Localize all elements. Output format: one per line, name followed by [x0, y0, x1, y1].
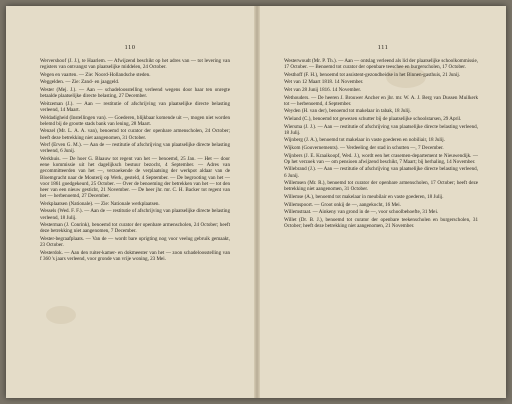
index-entry: Werkhuis. — De hoer G. Blaauw tot regent van het — benoemd, 25 Jan. — Het — door eene kommissie uit het dagelijksch bestuur bezocht, 4 September. — Adres van gecommitteerden van het —, verzoekende de verplaatsing der werkpot aldaar van de Bloemgracht naar de Mouterij op Werk, gesteld, 4 September. — De begrooting van het — voor 1861 goedgekeurd, 25 October. — Over de benoeming der betrekken van het — tot den heer van een nieuw gesticht, 21 November. — De heer jhr. mr. C. H. Backer tot regent van het — herbenoemd, 27 December.: [40, 155, 230, 200]
index-entry: Wester (Mej. J.). — Aan — schadeloosstelling verleend wegens door haar ten onregte betaalde plaatselijke directe belasting, 27 December.: [40, 86, 230, 100]
index-entry: Weldadigheid (Instellingen van). — Goederen, blijkbaar komende uit —, mogen niet worden belemd bij de grootte stads bank van lening, 28 Maart.: [40, 114, 230, 127]
index-entry: Wieland (C.), benoemd tot gewezen schutter bij de plaatselijke schoolstarsen, 29 April.: [284, 115, 462, 122]
index-entry: Westerman (J. Conrink), benoemd tot curator der openbare armenscholen, 24 October; heeft deze betrekking niet aangenomen, 7 December.: [40, 222, 230, 235]
index-entry: Wethouders. — De heeren J. Brouwer Ancher en jhr. mr. W. A. J. Berg van Dussen Muilkerk tot — herbenoemd, 4 September.: [284, 94, 478, 107]
page-number: 110: [124, 44, 136, 51]
index-entry: Westerdok. — Aan den ruiter-kamer- en dokmeester van het — zoon schadeloosstelling van f 360 's jaars verleend, voor gronde van vrije woning, 23 Mei.: [40, 249, 230, 262]
index-entry: Westerwoudt (Mr. P. Th.). — Aan — ontslag verleend als lid der plaatselijke schoolkommissie, 17 October. — Benoemd tot curator der openbare teeschee en burgerscholen, 17 October.: [284, 58, 478, 71]
index-entry: Willemse (A.), benoemd tot makelaar in meubilair en vaste goederen, 18 Julij.: [284, 193, 444, 200]
left-page: [6, 6, 254, 398]
index-entry: Willemspoort. — Groot onkij de —, aangekocht, 16 Mei.: [284, 201, 401, 208]
index-entry: Wessels (Wed. F. F.). — Aan de — restitutie of afschrijving van plaatselijke directe belasting verleend, 18 Julij.: [40, 208, 230, 221]
index-entry: Wet van 12 Maart 1818. 14 November.: [284, 79, 364, 86]
index-entry: Wegen en vaarten. — Zie: Noord-Hollandsche steden.: [40, 71, 151, 78]
index-entry: Werkplaatsen (Nationale). — Zie: Nationale werkplaatsen.: [40, 200, 160, 207]
book-spread: [6, 6, 506, 398]
index-entry: Westhoff (F. H.), benoemd tot assistent-gezondheidse in het Binnen-gasthuis, 21 Junij.: [284, 71, 461, 78]
left-page-entries: [40, 58, 230, 264]
index-entry: Weggelden. — Zie: Zand- en jaaggeld.: [40, 79, 120, 86]
index-entry: Wiersma (J. J.). — Aan — restitutie of afschrijving van plaatselijke directe belasting verleend, 18 Julij.: [284, 123, 478, 136]
index-entry: Wijnberg (J. A.), benoemd tot makelaar in vaste goederen en nobiliair, 18 Julij.: [284, 137, 445, 144]
index-entry: Willet (Dr. B. J.), benoemd tot curator der openbare teekenscholen en burgerscholen, 31 October; heeft deze betrekking niet aangenomen, 21 November.: [284, 216, 478, 229]
right-page-entries: [284, 58, 478, 231]
index-entry: Wester-begraafplaats. — Van de — wordt bare oprigting nog voor veelug gebruik gemaakt, 23 October.: [40, 235, 230, 249]
index-entry: Willemsen (Mr. R.), benoemd tot curator der openbare armenscholen, 17 October; heeft deze betrekking niet aangenomen, 31 October.: [284, 180, 478, 193]
index-entry: Wervershoof (J. J.), te Haarlem. — Afwijzend beschikt op het adres van — tot levering van registers van ontvangst van plaatselijke middelen, 24 October.: [40, 58, 230, 71]
page-number: 111: [377, 44, 389, 51]
index-entry: Weyden (H. van der), benoemd tot makelaar in tabak, 18 Julij.: [284, 108, 411, 115]
index-entry: Willemstraat. — Ainkeny van grond in de —, voor schoolbehoefte, 31 Mei.: [284, 209, 439, 216]
index-entry: Willebrand (J.). — Aan — restitutie of afschrijving van plaatselijke directe belasting verleend, 6 Junij.: [284, 166, 478, 179]
index-entry: Wet van 28 Junij 1816. 14 November.: [284, 86, 362, 93]
index-entry: Wijnbers (J. E. Kraaikoopf, Wed. J.), wordt een het crasemen-departement te Nieuwendijk. — Op het verzoek van — om pensioen afwijzend beschikt, 7 Maart; bij herhaling, 14 November.: [284, 152, 478, 165]
index-entry: Wenzel (Mr. L. A. A. van), benoemd tot curator der openbare armenscholen, 24 October; heeft deze betrekking niet aangenomen, 31 October.: [40, 128, 230, 141]
index-entry: Wijkom (Gouvernements). — Verdeeling der stad in schutten —, 7 December.: [284, 144, 444, 151]
index-entry: Werf (Erven G. M.). — Aan de — restitutie of afschrijving van plaatselijke directe belasting verleend, 6 Junij.: [40, 142, 230, 155]
right-page: [260, 6, 506, 398]
index-entry: Weitzeman (J.). — Aan — restitutie of afschrijving van plaatselijke directe belasting verleend, 14 Maart.: [40, 100, 230, 113]
